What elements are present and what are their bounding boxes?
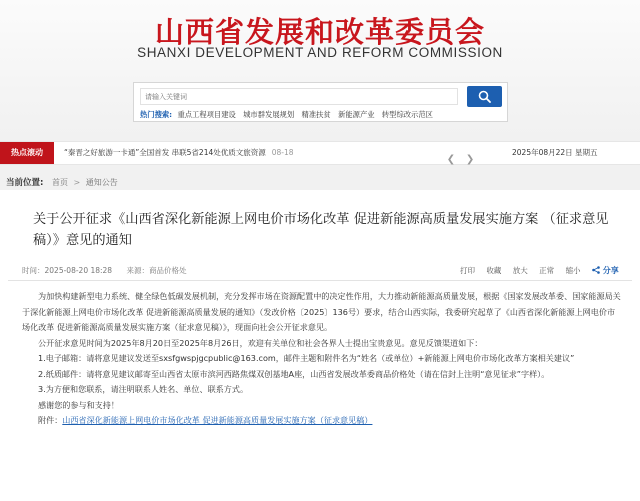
ticker-headline-text[interactable]: “秦晋之好旅游一卡通”全国首发 串联5省214处优质文旅资源 — [64, 148, 266, 157]
zoom-in-button[interactable]: 放大 — [512, 266, 528, 275]
article-body — [22, 289, 622, 429]
hot-search-bar — [140, 110, 438, 120]
site-subtitle: SHANXI DEVELOPMENT AND REFORM COMMISSION — [137, 45, 503, 60]
zoom-normal-button[interactable]: 正常 — [539, 266, 555, 275]
share-icon — [592, 266, 600, 274]
article-meta — [22, 265, 186, 276]
search-input[interactable] — [140, 88, 458, 105]
search-button[interactable] — [467, 86, 502, 107]
attachment-line — [22, 413, 622, 429]
breadcrumb-separator: > — [73, 178, 81, 187]
site-title[interactable]: 山西省发展和改革委员会 — [154, 15, 485, 49]
bottom-fade — [0, 488, 640, 501]
article — [0, 190, 640, 501]
body-paragraph: 1.电子邮箱：请将意见建议发送至sxsfgwspjgcpublic@163.com，邮件主题和附件名为“姓名（或单位）+新能源上网电价市场化改革方案相关建议” — [38, 353, 575, 363]
attachment-link[interactable]: 山西省深化新能源上网电价市场化改革 促进新能源高质量发展实施方案（征求意见稿） — [62, 415, 373, 425]
hot-search-link[interactable]: 转型综改示范区 — [381, 110, 433, 119]
hot-search-link[interactable]: 精准扶贫 — [301, 110, 331, 119]
share-label[interactable]: 分享 — [602, 266, 619, 275]
divider — [8, 280, 632, 281]
news-ticker — [0, 141, 640, 165]
breadcrumb-label: 当前位置: — [6, 178, 44, 188]
print-button[interactable]: 打印 — [460, 266, 475, 275]
body-paragraph: 感谢您的参与和支持！ — [38, 399, 119, 410]
hot-search-link[interactable]: 城市群发展规划 — [243, 110, 295, 119]
hot-search-label: 热门搜索: — [140, 110, 173, 119]
hot-search-link[interactable]: 新能源产业 — [338, 110, 375, 119]
article-tools — [460, 265, 637, 276]
site-header — [0, 0, 640, 136]
body-paragraph: 为加快构建新型电力系统、健全绿色低碳发展机制，充分发挥市场在资源配置中的决定性作用，大力推动新能源高质量发展，根据《国家发展改革委、国家能源局关于深化新能源上网电价市场化改革 促进新能源高质量发展的通知》（发改价格〔2025〕136号）要求，结合山西实际，我委研究起草了《山西省深化新能源上网电价市场化改革 促进新能源高质量发展实施方案（征求意见稿）》，现面向社会公开征求意见。 — [22, 291, 621, 332]
breadcrumb — [6, 176, 118, 188]
zoom-out-button[interactable]: 缩小 — [565, 266, 581, 275]
body-paragraph: 2.纸质邮件：请将意见建议邮寄至山西省太原市滨河西路焦煤双创基地A座，山西省发展改革委商品价格处（请在信封上注明“意见征求”字样）。 — [38, 368, 550, 379]
ticker-headline-date: 08-18 — [271, 148, 294, 157]
breadcrumb-home[interactable]: 首页 — [51, 178, 68, 187]
breadcrumb-section[interactable]: 通知公告 — [85, 178, 118, 187]
today-date: 2025年08月22日 星期五 — [512, 148, 598, 157]
hot-search-link[interactable]: 重点工程项目建设 — [177, 110, 236, 119]
share-button[interactable] — [592, 266, 628, 275]
ticker-controls — [444, 147, 477, 166]
ticker-tag: 热点滚动 — [0, 142, 54, 164]
article-source: 来源：商品价格处 — [126, 266, 187, 275]
body-paragraph: 公开征求意见时间为2025年8月20日至2025年8月26日，欢迎有关单位和社会各界人士提出宝贵意见。意见反馈渠道如下： — [38, 337, 483, 348]
search-icon — [478, 90, 491, 103]
article-time: 时间：2025-08-20 18:28 — [22, 266, 113, 275]
attachment-label: 附件： — [38, 415, 63, 425]
body-paragraph: 3.为方便和您联系，请注明联系人姓名、单位、联系方式。 — [38, 384, 249, 394]
chevron-right-icon[interactable]: ❯ — [465, 154, 475, 165]
favorite-button[interactable]: 收藏 — [486, 266, 502, 275]
article-title: 关于公开征求《山西省深化新能源上网电价市场化改革 促进新能源高质量发展实施方案 （征求意见稿）》意见的通知 — [33, 212, 609, 248]
ticker-headline[interactable] — [64, 142, 294, 164]
search-box — [133, 82, 508, 122]
chevron-left-icon[interactable]: ❮ — [446, 154, 456, 165]
